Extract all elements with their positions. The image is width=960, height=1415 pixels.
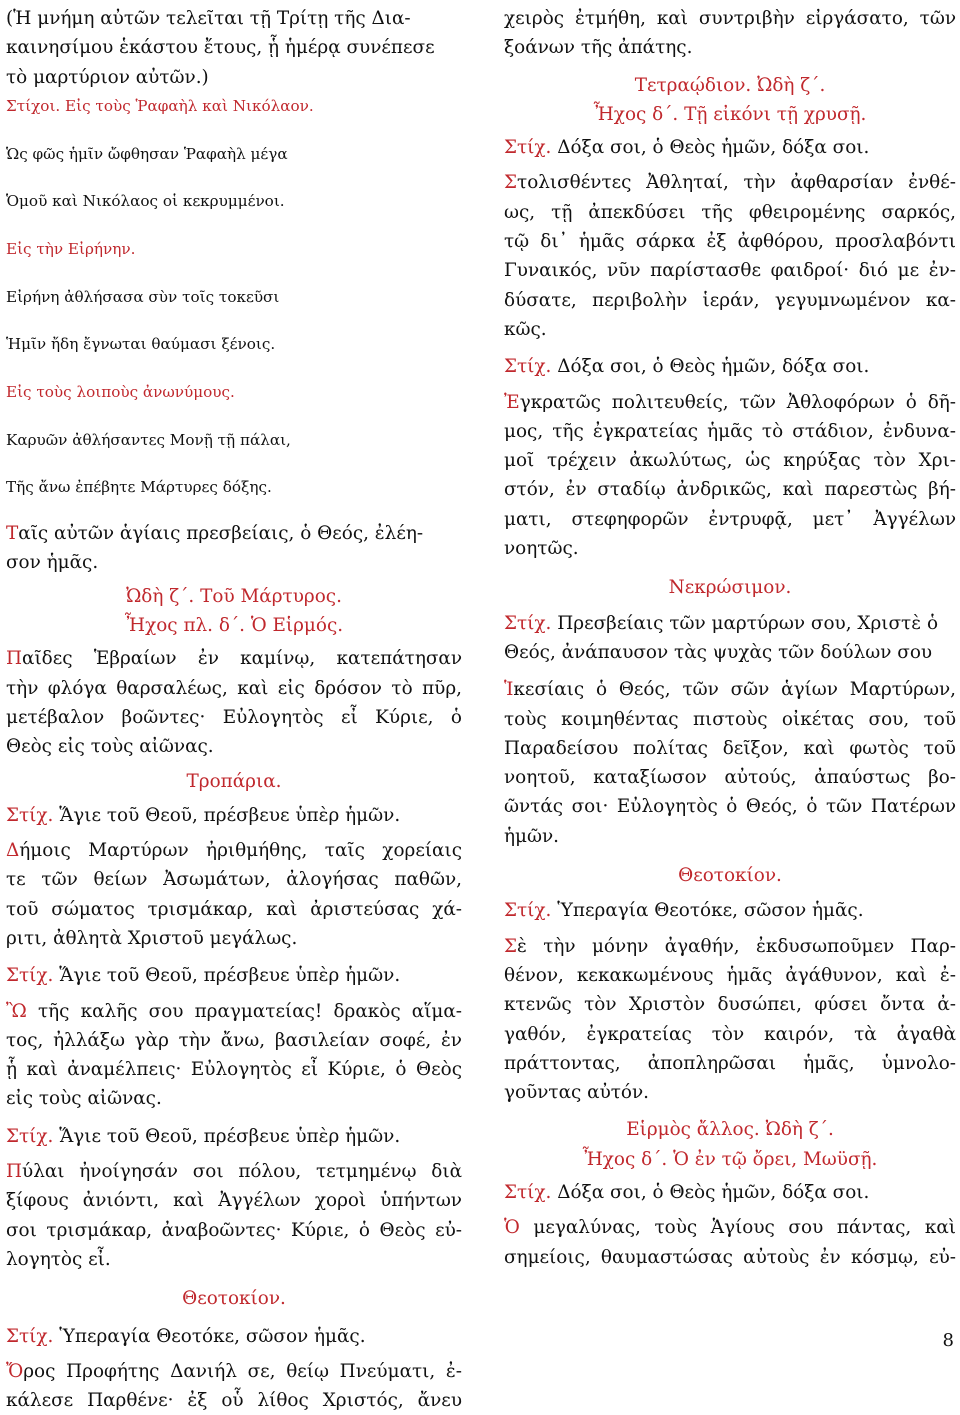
text-line: ήμοις Μαρτύρων ἠριθμήθης, ταῖς χορείαις — [19, 840, 462, 862]
text-line: γοῦντας αὐτόν. — [504, 1082, 650, 1104]
stich-label: Στίχ. — [504, 356, 552, 378]
text-line: γαθόν, ἐγκρατείας τὸν καιρόν, τὰ ἀγαθὰ — [504, 1023, 956, 1045]
stich-label: Στίχ. — [504, 137, 552, 159]
text-line: στόν, ἐν σταδίῳ ἀνδρικῶς, καὶ παρεστὼς βή- — [504, 479, 956, 501]
text-line: γκρατῶς πολιτευθείς, τῶν Ἀθλοφόρων ὁ δῆ- — [519, 391, 956, 413]
text-line: μοῖ τρέχειν ἀκωλύτως, ὡς κηρύξας τὸν Χρι- — [504, 450, 956, 472]
text-line: ξοάνων τῆς ἀπάτης. — [504, 37, 693, 59]
drop-initial: Ὢ — [6, 1000, 27, 1022]
text-line: σοι τρισμάκαρ, ἀναβοῶντες· Κύριε, ὁ Θεὸς εὐ- — [6, 1219, 462, 1241]
stich-text: Πρεσβείαις τῶν μαρτύρων σου, Χριστὲ ὁ — [557, 612, 939, 634]
text-line: ξίφους ἀνιόντι, καὶ Ἀγγέλων χοροὶ ὑπήντων — [6, 1190, 462, 1212]
text-line: ῶντάς σοι· Εὐλογητὸς ὁ Θεός, ὁ τῶν Πατέρων — [504, 796, 956, 818]
stich-line — [6, 1122, 462, 1151]
troparion-4 — [6, 1357, 462, 1415]
drop-initial: Σ — [504, 172, 518, 194]
drop-initial: Ἱ — [504, 679, 514, 701]
prayer-line: σον ἡμᾶς. — [6, 552, 99, 574]
stich-dead — [504, 609, 956, 668]
heirmos-block — [6, 644, 462, 761]
text-line: μετέβαλον βοῶντες· Εὐλογητὸς εἶ Κύριε, ὁ — [6, 706, 462, 728]
verse-line: Καρυῶν ἀθλήσαντες Μονῇ τῇ πάλαι, — [6, 430, 291, 449]
stich-line — [504, 352, 956, 381]
text-line: εἰς τοὺς αἰῶνας. — [6, 1088, 162, 1110]
text-line: κάλεσε Παρθένε· ἐξ οὗ λίθος Χριστός, ἄνευ — [6, 1390, 462, 1412]
verse-line: Ὁμοῦ καὶ Νικόλαος οἱ κεκρυμμένοι. — [6, 192, 285, 211]
intro-line: (Ἡ μνήμη αὐτῶν τελεῖται τῇ Τρίτῃ τῆς Δια- — [6, 8, 411, 29]
right-column — [504, 0, 956, 1272]
stich-text: Ἅγιε τοῦ Θεοῦ, πρέσβευε ὑπὲρ ἡμῶν. — [59, 965, 401, 987]
text-line: μεγαλύνας, τοὺς Ἁγίους σου πάντας, καὶ — [519, 1217, 956, 1239]
text-line: νοητῶς. — [504, 538, 579, 560]
stich-label: Στίχ. — [6, 1325, 54, 1347]
drop-initial: Π — [6, 1161, 23, 1183]
text-line: ως, τῇ ἀπεκδύσει τῆς φθειρομένης σαρκός, — [504, 201, 956, 223]
stich-line — [6, 961, 462, 990]
troparion-5 — [504, 168, 956, 344]
text-line: τε τῶν θείων Ἀσωμάτων, ἀλογήσας παθῶν, — [6, 869, 462, 891]
stichoi-heading: Στίχοι. Εἰς τοὺς Ῥαφαὴλ καὶ Νικόλαον. — [6, 96, 314, 115]
page-number: 8 — [942, 1330, 954, 1351]
intro-line: καινησίμου ἑκάστου ἔτους, ᾗ ἡμέρᾳ συνέπεσε — [6, 37, 435, 59]
text-line: ματι, στεφηφορῶν ἐντρυφᾷ, μετ᾿ Ἀγγέλων — [504, 508, 956, 530]
text-line: τοὺς κοιμηθέντας πιστοὺς οἰκέτας σου, τοῦ — [504, 708, 956, 730]
stich-line — [6, 1322, 462, 1351]
verse-heading: Εἰς τὴν Εἰρήνην. — [6, 239, 136, 258]
text-line: τολισθέντες Ἀθληταί, τὴν ἀφθαρσίαν ἐνθέ- — [517, 172, 956, 194]
troparion-9 — [504, 1213, 956, 1272]
tone-heading: Ἦχος πλ. δ΄. Ὁ Εἱρμός. — [124, 614, 344, 636]
troparion-8 — [504, 932, 956, 1108]
text-line: κῶς. — [504, 318, 547, 340]
continuation — [504, 0, 956, 63]
verse-line: Ἡμῖν ἤδη ἔγνωται θαύμασι ξένοις. — [6, 335, 276, 354]
troparion-6 — [504, 388, 956, 564]
text-line: μος, τῆς ἐγκρατείας ἡμᾶς τὸ στάδιον, ἐνδυνα- — [504, 420, 956, 442]
drop-initial: Π — [6, 648, 23, 670]
stich-text: Θεός, ἀνάπαυσον τὰς ψυχὰς τῶν δούλων σου — [504, 641, 933, 663]
text-line: λογητὸς εἶ. — [6, 1248, 111, 1270]
left-column — [6, 0, 462, 1415]
verse-heading: Εἰς τοὺς λοιποὺς ἀνωνύμους. — [6, 383, 235, 402]
verse-line: Εἰρήνη ἀθλήσασα σὺν τοῖς τοκεῦσι — [6, 287, 280, 306]
text-line: τῆς καλῆς σου πραγματείας! δρακὸς αἵμα- — [26, 1000, 462, 1022]
text-line: τοῦ σώματος τρισμάκαρ, καὶ ἀριστεύσας χά- — [6, 898, 462, 920]
stich-text: Ὑπεραγία Θεοτόκε, σῶσον ἡμᾶς. — [557, 900, 864, 922]
stich-text: Ἅγιε τοῦ Θεοῦ, πρέσβευε ὑπὲρ ἡμῶν. — [59, 804, 401, 826]
drop-initial: Σ — [504, 935, 518, 957]
text-line: τὴν φλόγα θαρσαλέως, καὶ εἰς δρόσον τὸ πῦρ, — [6, 677, 462, 699]
text-line: ρος Προφήτης Δανιήλ σε, θείῳ Πνεύματι, ἐ- — [23, 1360, 462, 1382]
verse-line: Τῆς ἄνω ἐπέβητε Μάρτυρες δόξης. — [6, 478, 272, 497]
troparion-3 — [6, 1157, 462, 1274]
drop-initial: Τ — [6, 523, 19, 545]
text-line: νοητοῦ, καταξίωσον αὐτούς, ἀπαύστως βο- — [504, 767, 956, 789]
tone-heading: Ἦχος δ΄. Ὁ ἐν τῷ ὄρει, Μωϋσῇ. — [582, 1148, 878, 1170]
drop-initial: Ἐ — [504, 391, 520, 413]
troparion-1 — [6, 836, 462, 953]
text-line: ᾗ καὶ ἀναμέλπεις· Εὐλογητὸς εἶ Κύριε, ὁ Θεὸς — [6, 1059, 462, 1081]
text-line: ριτι, ἀθλητὰ Χριστοῦ μεγάλως. — [6, 927, 298, 949]
stich-label: Στίχ. — [504, 900, 552, 922]
tone-heading: Ἦχος δ΄. Τῇ εἰκόνι τῇ χρυσῇ. — [593, 103, 867, 125]
drop-initial: Δ — [6, 840, 20, 862]
troparion-2 — [6, 997, 462, 1114]
text-line: σημείοις, θαυμαστώσας αὐτοὺς ἐν κόσμῳ, εὐ- — [504, 1246, 956, 1268]
text-line: δύσατε, περιβολὴν ἱεράν, γεγυμνωμένον κα- — [504, 289, 956, 311]
theotokion-heading: Θεοτοκίον. — [182, 1288, 286, 1310]
intro-note — [6, 0, 462, 92]
text-line: ὲ τὴν μόνην ἀγαθήν, ἐκδυσωποῦμεν Παρ- — [517, 935, 956, 957]
stich-label: Στίχ. — [6, 804, 54, 826]
text-line: τος, ἠλλάξω γὰρ τὴν ἄνω, βασιλείαν σοφέ, ἐν — [6, 1029, 462, 1051]
stich-label: Στίχ. — [6, 965, 54, 987]
stich-label: Στίχ. — [6, 1125, 54, 1147]
theotokion-heading: Θεοτοκίον. — [678, 865, 782, 887]
intro-line: τὸ μαρτύριον αὐτῶν.) — [6, 66, 209, 88]
stich-text: Δόξα σοι, ὁ Θεὸς ἡμῶν, δόξα σοι. — [557, 1181, 870, 1203]
text-line: Θεὸς εἰς τοὺς αἰῶνας. — [6, 736, 214, 758]
text-line: κτενῶς τὸν Χριστὸν δυσώπει, φύσει ὄντα ἀ- — [504, 994, 956, 1016]
stich-line — [504, 896, 956, 925]
text-line: Παραδείσου πολίτας δεῖξον, καὶ φωτὸς τοῦ — [504, 737, 956, 759]
text-line: θένον, κεκακωμένους ἡμᾶς ἀγάθυνον, καὶ ἐ- — [504, 964, 956, 986]
text-line: χειρὸς ἐτμήθη, καὶ συντριβὴν εἰργάσατο, τῶν — [504, 8, 956, 29]
stich-label: Στίχ. — [504, 1181, 552, 1203]
prayer-line: αῖς αὐτῶν ἁγίαις πρεσβείαις, ὁ Θεός, ἐλέη- — [18, 523, 424, 545]
stich-text: Δόξα σοι, ὁ Θεὸς ἡμῶν, δόξα σοι. — [557, 356, 870, 378]
heirmos-heading: Εἱρμὸς ἄλλος. Ὠδὴ ζ΄. — [626, 1119, 834, 1141]
text-line: Γυναικός, νῦν παρίστασθε φαιδροί· διό με ἐν- — [504, 260, 956, 282]
drop-initial: Ὁ — [504, 1217, 520, 1239]
troparia-heading: Τροπάρια. — [186, 771, 282, 793]
stich-line — [6, 801, 462, 830]
stich-line — [504, 133, 956, 162]
nekrosimon-heading: Νεκρώσιμον. — [668, 577, 792, 599]
drop-initial: Ὄ — [6, 1360, 24, 1382]
verse-line: Ὡς φῶς ἡμῖν ὤφθησαν Ῥαφαὴλ μέγα — [6, 144, 288, 163]
troparion-7 — [504, 675, 956, 851]
stich-text: Δόξα σοι, ὁ Θεὸς ἡμῶν, δόξα σοι. — [557, 137, 870, 159]
closing-prayer — [6, 519, 462, 578]
text-line: ἡμῶν. — [504, 825, 559, 847]
text-line: πράττοντας, ἀποπληρῶσαι ἡμᾶς, ὑμνολο- — [504, 1052, 956, 1074]
text-line: αῖδες Ἑβραίων ἐν καμίνῳ, κατεπάτησαν — [22, 648, 462, 670]
text-line: ύλαι ἠνοίγησάν σοι πόλου, τετμημένῳ διὰ — [22, 1161, 462, 1183]
stich-text: Ἅγιε τοῦ Θεοῦ, πρέσβευε ὑπὲρ ἡμῶν. — [59, 1125, 401, 1147]
text-line: τῷ δι᾿ ἡμᾶς σάρκα ἐξ ἀφθόρου, προσλαβόντι — [504, 231, 956, 253]
stich-label: Στίχ. — [504, 612, 552, 634]
ode-heading: Ὠδὴ ζ΄. Τοῦ Μάρτυρος. — [126, 585, 342, 607]
stich-text: Ὑπεραγία Θεοτόκε, σῶσον ἡμᾶς. — [59, 1325, 366, 1347]
text-line: κεσίαις ὁ Θεός, τῶν σῶν ἁγίων Μαρτύρων, — [513, 679, 956, 701]
stich-line — [504, 1178, 956, 1207]
tetraodion-heading: Τετραῴδιον. Ὠδὴ ζ΄. — [634, 74, 826, 96]
